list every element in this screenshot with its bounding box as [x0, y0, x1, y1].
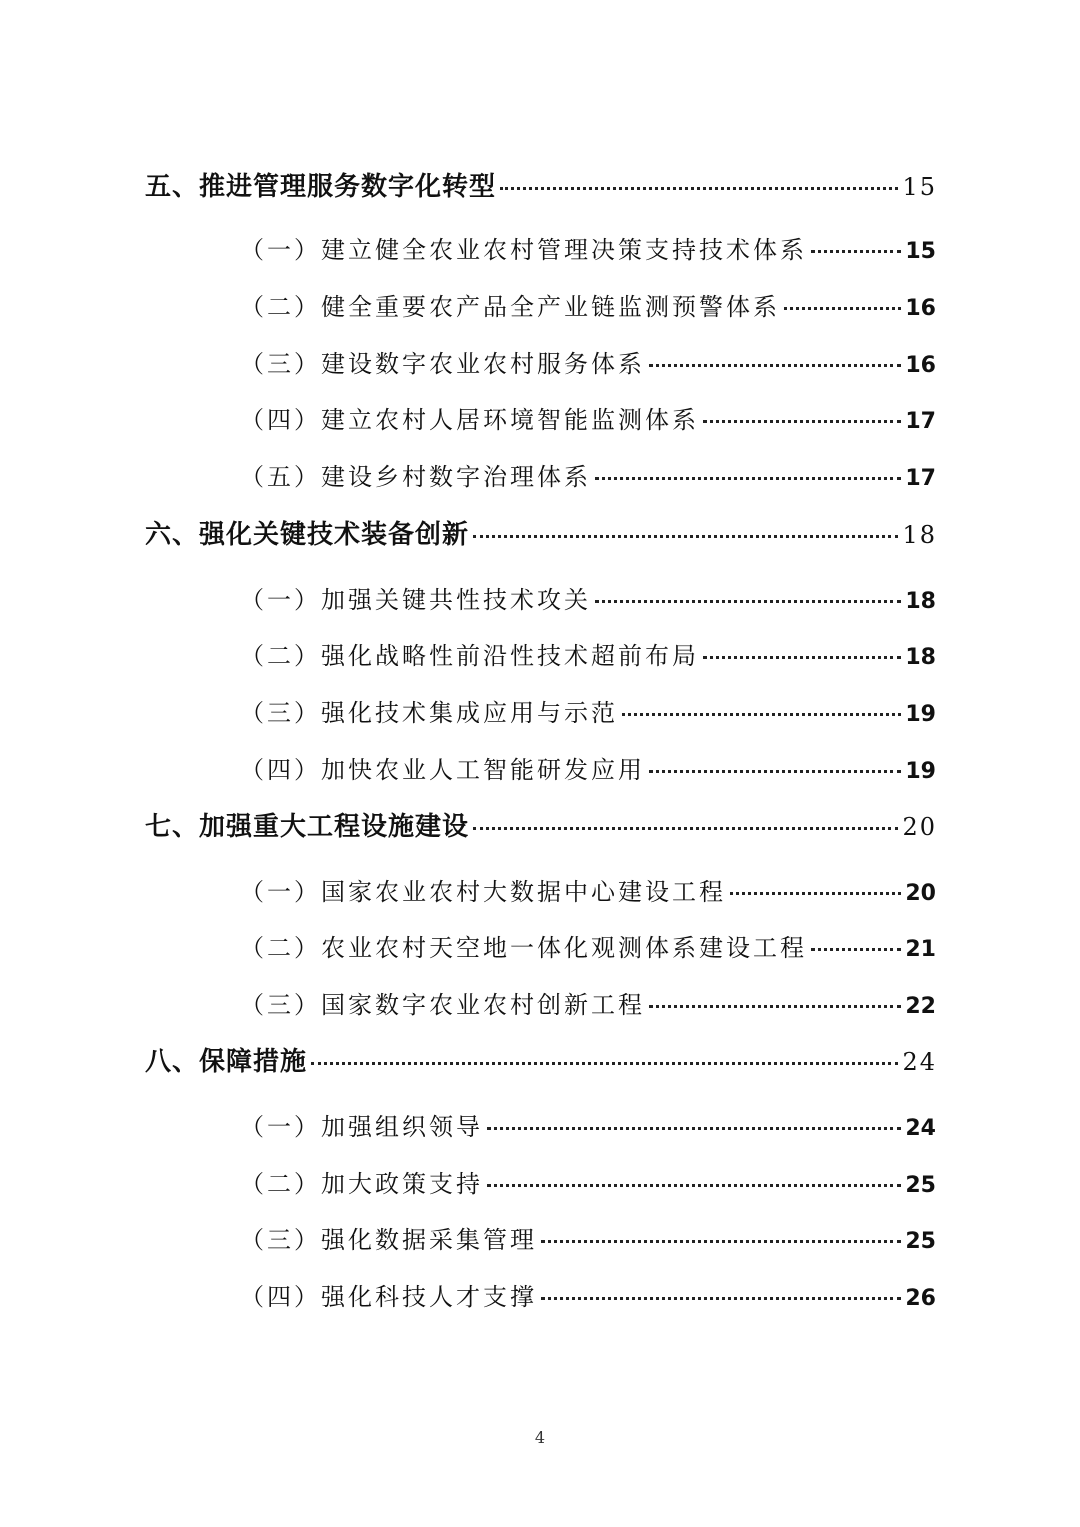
toc-entry-title: （三）强化技术集成应用与示范 [240, 699, 618, 727]
toc-entry-section[interactable] [240, 872, 936, 907]
toc-entry-page: 16 [905, 353, 936, 378]
toc-entry-page: 16 [905, 296, 936, 321]
toc-entry-title: （一）加强组织领导 [240, 1113, 483, 1141]
toc-entry-title: （五）建设乡村数字治理体系 [240, 463, 591, 491]
dot-leader [487, 1184, 901, 1187]
dot-leader [811, 250, 901, 253]
dot-leader [649, 1005, 901, 1008]
toc-entry-page: 17 [905, 409, 936, 434]
toc-entry-title: 七、加强重大工程设施建设 [145, 812, 470, 842]
toc-entry-title: （一）国家农业农村大数据中心建设工程 [240, 878, 726, 906]
toc-entry-chapter[interactable] [145, 514, 937, 551]
toc-entry-title: （三）建设数字农业农村服务体系 [240, 350, 645, 378]
toc-entry-section[interactable] [240, 1107, 936, 1142]
toc-entry-page: 25 [905, 1229, 936, 1254]
toc-entry-page: 25 [905, 1173, 936, 1198]
toc-entry-section[interactable] [240, 750, 936, 785]
toc-entry-section[interactable] [240, 457, 936, 492]
dot-leader [703, 656, 901, 659]
dot-leader [595, 477, 901, 480]
toc-entry-page: 19 [905, 702, 936, 727]
toc-entry-page: 15 [902, 173, 937, 201]
toc-entry-section[interactable] [240, 1220, 936, 1255]
toc-entry-section[interactable] [240, 636, 936, 671]
toc-entry-title: （一）建立健全农业农村管理决策支持技术体系 [240, 236, 807, 264]
toc-entry-page: 22 [905, 994, 936, 1019]
dot-leader [649, 364, 901, 367]
dot-leader [500, 187, 898, 190]
dot-leader [541, 1240, 901, 1243]
toc-entry-section[interactable] [240, 400, 936, 435]
toc-entry-section[interactable] [240, 1164, 936, 1199]
dot-leader [473, 535, 898, 538]
toc-entry-chapter[interactable] [145, 806, 937, 843]
toc-entry-page: 21 [905, 937, 936, 962]
toc-entry-section[interactable] [240, 985, 936, 1020]
dot-leader [784, 307, 901, 310]
toc-entry-page: 24 [902, 1048, 937, 1076]
toc-entry-page: 17 [905, 466, 936, 491]
toc-entry-page: 26 [905, 1286, 936, 1311]
dot-leader [622, 713, 901, 716]
toc-entry-title: （四）加快农业人工智能研发应用 [240, 756, 645, 784]
toc-entry-chapter[interactable] [145, 166, 937, 203]
toc-entry-page: 24 [905, 1116, 936, 1141]
dot-leader [311, 1062, 898, 1065]
dot-leader [649, 770, 901, 773]
toc-entry-page: 18 [905, 589, 936, 614]
toc-entry-title: （四）强化科技人才支撑 [240, 1283, 537, 1311]
toc-entry-section[interactable] [240, 287, 936, 322]
toc-entry-title: （二）强化战略性前沿性技术超前布局 [240, 642, 699, 670]
toc-entry-section[interactable] [240, 580, 936, 615]
toc-entry-section[interactable] [240, 928, 936, 963]
toc-entry-title: 五、推进管理服务数字化转型 [145, 172, 497, 202]
dot-leader [541, 1297, 901, 1300]
toc-entry-page: 15 [905, 239, 936, 264]
dot-leader [811, 948, 901, 951]
toc-entry-page: 20 [905, 881, 936, 906]
dot-leader [730, 892, 901, 895]
toc-entry-section[interactable] [240, 1277, 936, 1312]
toc-entry-title: （四）建立农村人居环境智能监测体系 [240, 406, 699, 434]
toc-entry-page: 18 [905, 645, 936, 670]
toc-entry-section[interactable] [240, 693, 936, 728]
toc-entry-title: （二）健全重要农产品全产业链监测预警体系 [240, 293, 780, 321]
toc-entry-title: （一）加强关键共性技术攻关 [240, 586, 591, 614]
dot-leader [595, 600, 901, 603]
toc-entry-page: 19 [905, 759, 936, 784]
toc-entry-title: （二）加大政策支持 [240, 1170, 483, 1198]
dot-leader [487, 1127, 901, 1130]
toc-entry-title: （三）国家数字农业农村创新工程 [240, 991, 645, 1019]
toc-entry-section[interactable] [240, 230, 936, 265]
toc-entry-title: 八、保障措施 [145, 1047, 308, 1077]
toc-entry-title: （二）农业农村天空地一体化观测体系建设工程 [240, 934, 807, 962]
dot-leader [703, 420, 901, 423]
page-number: 4 [534, 1428, 546, 1447]
dot-leader [473, 827, 898, 830]
toc-entry-chapter[interactable] [145, 1041, 937, 1078]
toc-entry-title: （三）强化数据采集管理 [240, 1226, 537, 1254]
toc-entry-page: 20 [902, 813, 937, 841]
toc-entry-section[interactable] [240, 344, 936, 379]
toc-entry-page: 18 [902, 521, 937, 549]
toc-entry-title: 六、强化关键技术装备创新 [145, 520, 470, 550]
